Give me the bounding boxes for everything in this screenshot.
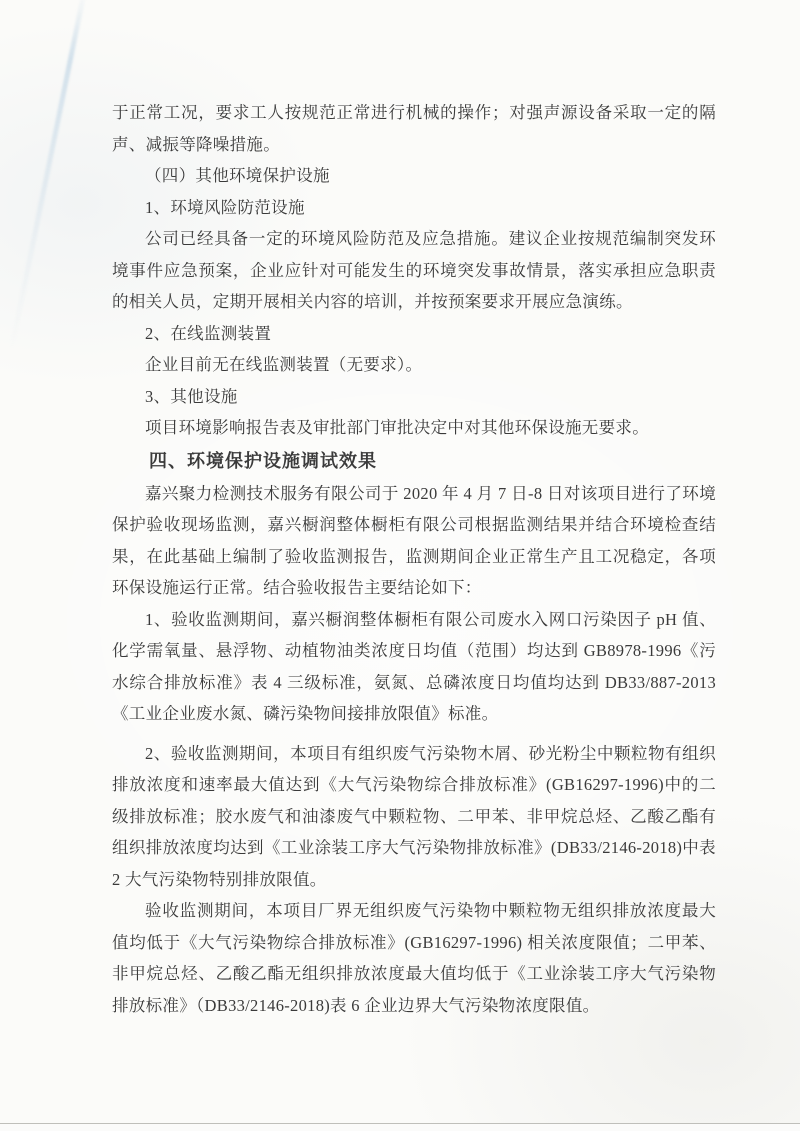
paragraph: 项目环境影响报告表及审批部门审批决定中对其他环保设施无要求。 bbox=[145, 418, 649, 437]
section-heading: 四、环境保护设施调试效果 bbox=[149, 450, 377, 471]
scan-paper-edge bbox=[0, 1123, 800, 1131]
scan-fold-crease bbox=[9, 0, 86, 349]
paragraph: 2、验收监测期间，本项目有组织废气污染物木屑、砂光粉尘中颗粒物有组织排放浓度和速率最大值达到《大气污染物综合排放标准》(GB16297-1996)中的二级排放标准；胶水废气和油漆废气中颗粒物、二甲苯、非甲烷总烃、乙酸乙酯有组织排放浓度均达到《工业涂装工序大气污染物排放标准》(DB33/2146-2018)中表 2 大气污染物特别排放限值。 bbox=[112, 743, 716, 889]
paragraph: 1、验收监测期间，嘉兴橱润整体橱柜有限公司废水入网口污染因子 pH 值、化学需氧量、悬浮物、动植物油类浓度日均值（范围）均达到 GB8978-1996《污水综合排放标准》表 4 三级标准，氨氮、总磷浓度日均值均达到 DB33/887-2013《工业企业废水氮、磷污染物间接排放限值》标准。 bbox=[112, 609, 716, 723]
numbered-item-heading: 2、在线监测装置 bbox=[145, 323, 272, 343]
paragraph: 验收监测期间，本项目厂界无组织废气污染物中颗粒物无组织排放浓度最大值均低于《大气污染物综合排放标准》(GB16297-1996) 相关浓度限值；二甲苯、非甲烷总烃、乙酸乙酯无组织排放浓度最大值均低于《工业涂装工序大气污染物排放标准》（DB33/2146-2018)表 6 企业边界大气污染物浓度限值。 bbox=[112, 901, 716, 1015]
subsection-heading: （四）其他环境保护设施 bbox=[145, 166, 330, 185]
document-body bbox=[112, 97, 716, 1021]
paragraph: 公司已经具备一定的环境风险防范及应急措施。建议企业按规范编制突发环境事件应急预案，企业应针对可能发生的环境突发事故情景，落实承担应急职责的相关人员，定期开展相关内容的培训，并按预案要求开展应急演练。 bbox=[112, 229, 716, 311]
paragraph: 嘉兴聚力检测技术服务有限公司于 2020 年 4 月 7 日-8 日对该项目进行了环境保护验收现场监测，嘉兴橱润整体橱柜有限公司根据监测结果并结合环境检查结果，在此基础上编制了验收监测报告，监测期间企业正常生产且工况稳定，各项环保设施运行正常。结合验收报告主要结论如下： bbox=[112, 483, 716, 597]
paragraph: 企业目前无在线监测装置（无要求）。 bbox=[145, 355, 423, 374]
numbered-item-heading: 3、其他设施 bbox=[145, 386, 238, 406]
numbered-item-heading: 1、环境风险防范设施 bbox=[145, 197, 305, 217]
paragraph: 于正常工况，要求工人按规范正常进行机械的操作；对强声源设备采取一定的隔声、减振等降噪措施。 bbox=[112, 103, 716, 154]
